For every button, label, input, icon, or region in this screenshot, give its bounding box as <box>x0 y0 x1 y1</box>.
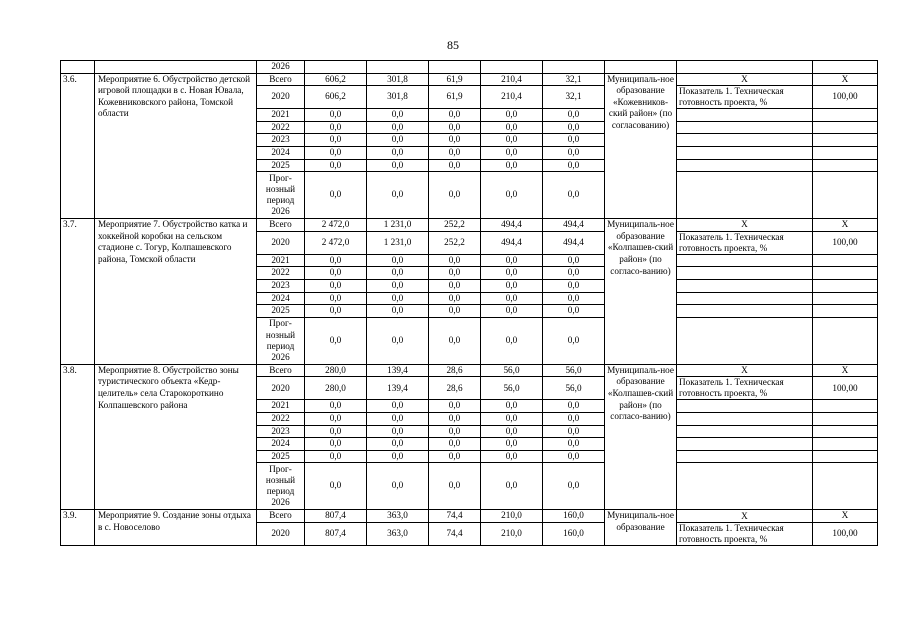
amount-cell: 0,0 <box>367 121 429 134</box>
page-number: 85 <box>447 38 459 52</box>
amount-cell: 0,0 <box>481 450 543 463</box>
amount-cell: 0,0 <box>543 450 605 463</box>
amount-cell: 0,0 <box>429 279 481 292</box>
amount-cell: 61,9 <box>429 86 481 109</box>
amount-cell: 0,0 <box>305 279 367 292</box>
cell-empty <box>367 61 429 74</box>
amount-cell: 0,0 <box>481 121 543 134</box>
year-cell: 2025 <box>257 450 305 463</box>
year-cell: 2023 <box>257 134 305 147</box>
indicator-value-cell: Х <box>813 73 878 86</box>
indicator-value-cell <box>813 172 878 219</box>
year-cell: 2022 <box>257 121 305 134</box>
amount-cell: 0,0 <box>481 317 543 364</box>
indicator-value-cell <box>813 146 878 159</box>
indicator-value-cell: 100,00 <box>813 522 878 545</box>
indicator-value-cell <box>813 267 878 280</box>
amount-cell: 0,0 <box>481 463 543 510</box>
indicator-value-cell: Х <box>813 364 878 377</box>
amount-cell: 0,0 <box>305 463 367 510</box>
amount-cell: 0,0 <box>429 305 481 318</box>
year-cell: 2021 <box>257 109 305 122</box>
amount-cell: 0,0 <box>543 254 605 267</box>
indicator-value-cell <box>813 412 878 425</box>
activity-name: Мероприятие 9. Создание зоны отдыха в с. Новоселово <box>95 510 257 546</box>
year-cell: Всего <box>257 364 305 377</box>
amount-cell: 0,0 <box>367 267 429 280</box>
amount-cell: 0,0 <box>481 438 543 451</box>
amount-cell: 1 231,0 <box>367 231 429 254</box>
cell-empty <box>677 61 813 74</box>
year-cell: Прог-нозный период 2026 <box>257 317 305 364</box>
amount-cell: 0,0 <box>429 172 481 219</box>
amount-cell: 0,0 <box>481 109 543 122</box>
amount-cell: 0,0 <box>543 134 605 147</box>
activity-number: 3.6. <box>61 73 95 219</box>
amount-cell: 0,0 <box>305 172 367 219</box>
year-cell: 2025 <box>257 159 305 172</box>
amount-cell: 0,0 <box>481 279 543 292</box>
cell-empty <box>61 61 95 74</box>
indicator-cell <box>677 267 813 280</box>
amount-cell: 0,0 <box>367 134 429 147</box>
amount-cell: 0,0 <box>367 400 429 413</box>
amount-cell: 0,0 <box>543 159 605 172</box>
amount-cell: 0,0 <box>429 146 481 159</box>
amount-cell: 0,0 <box>367 109 429 122</box>
amount-cell: 160,0 <box>543 510 605 523</box>
executor-cell: Муниципаль-ное образование <box>605 510 677 546</box>
indicator-cell <box>677 121 813 134</box>
year-cell: 2026 <box>257 61 305 74</box>
amount-cell: 494,4 <box>543 231 605 254</box>
amount-cell: 252,2 <box>429 231 481 254</box>
amount-cell: 1 231,0 <box>367 219 429 232</box>
amount-cell: 301,8 <box>367 73 429 86</box>
amount-cell: 280,0 <box>305 377 367 400</box>
indicator-value-cell: 100,00 <box>813 86 878 109</box>
year-cell: 2024 <box>257 292 305 305</box>
year-cell: 2020 <box>257 522 305 545</box>
amount-cell: 363,0 <box>367 510 429 523</box>
amount-cell: 61,9 <box>429 73 481 86</box>
amount-cell: 0,0 <box>429 267 481 280</box>
amount-cell: 32,1 <box>543 86 605 109</box>
year-cell: 2022 <box>257 267 305 280</box>
amount-cell: 0,0 <box>367 305 429 318</box>
year-cell: 2025 <box>257 305 305 318</box>
amount-cell: 210,0 <box>481 522 543 545</box>
amount-cell: 0,0 <box>305 159 367 172</box>
table-body <box>61 61 878 546</box>
indicator-cell <box>677 317 813 364</box>
amount-cell: 0,0 <box>367 159 429 172</box>
amount-cell: 0,0 <box>305 254 367 267</box>
amount-cell: 0,0 <box>481 134 543 147</box>
activity-number: 3.8. <box>61 364 95 510</box>
indicator-cell: Х <box>677 219 813 232</box>
amount-cell: 0,0 <box>305 305 367 318</box>
indicator-cell <box>677 438 813 451</box>
indicator-cell: Х <box>677 510 813 523</box>
indicator-cell: Показатель 1. Техническая готовность проекта, % <box>677 231 813 254</box>
amount-cell: 0,0 <box>543 425 605 438</box>
amount-cell: 0,0 <box>367 463 429 510</box>
year-cell: 2023 <box>257 425 305 438</box>
amount-cell: 0,0 <box>305 317 367 364</box>
indicator-value-cell: Х <box>813 510 878 523</box>
amount-cell: 807,4 <box>305 510 367 523</box>
amount-cell: 0,0 <box>481 305 543 318</box>
amount-cell: 0,0 <box>429 317 481 364</box>
indicator-value-cell <box>813 400 878 413</box>
indicator-cell <box>677 134 813 147</box>
indicator-cell: Показатель 1. Техническая готовность проекта, % <box>677 377 813 400</box>
year-cell: 2023 <box>257 279 305 292</box>
amount-cell: 28,6 <box>429 364 481 377</box>
indicator-value-cell <box>813 292 878 305</box>
amount-cell: 0,0 <box>481 412 543 425</box>
activity-name: Мероприятие 6. Обустройство детской игровой площадки в с. Новая Ювала, Кожевниковского района, Томской области <box>95 73 257 219</box>
year-cell: 2024 <box>257 438 305 451</box>
table-row <box>61 510 878 523</box>
amount-cell: 0,0 <box>543 292 605 305</box>
amount-cell: 0,0 <box>305 109 367 122</box>
amount-cell: 0,0 <box>305 267 367 280</box>
indicator-cell: Х <box>677 364 813 377</box>
year-cell: Всего <box>257 73 305 86</box>
amount-cell: 0,0 <box>305 412 367 425</box>
amount-cell: 0,0 <box>543 172 605 219</box>
amount-cell: 0,0 <box>481 172 543 219</box>
indicator-cell <box>677 159 813 172</box>
amount-cell: 210,4 <box>481 86 543 109</box>
amount-cell: 0,0 <box>367 254 429 267</box>
amount-cell: 0,0 <box>429 400 481 413</box>
cell-empty <box>305 61 367 74</box>
indicator-value-cell <box>813 438 878 451</box>
cell-empty <box>543 61 605 74</box>
amount-cell: 0,0 <box>367 425 429 438</box>
indicator-cell <box>677 172 813 219</box>
indicator-value-cell <box>813 463 878 510</box>
executor-cell: Муниципаль-ное образование «Колпашев-ский район» (по согласо-ванию) <box>605 219 677 365</box>
table-row <box>61 73 878 86</box>
amount-cell: 0,0 <box>429 438 481 451</box>
indicator-cell <box>677 279 813 292</box>
amount-cell: 56,0 <box>543 377 605 400</box>
year-cell: 2021 <box>257 400 305 413</box>
amount-cell: 0,0 <box>543 279 605 292</box>
amount-cell: 301,8 <box>367 86 429 109</box>
executor-cell: Муниципаль-ное образование «Колпашев-ский район» (по согласо-ванию) <box>605 364 677 510</box>
table-row <box>61 219 878 232</box>
program-table <box>60 60 878 546</box>
amount-cell: 280,0 <box>305 364 367 377</box>
cell-empty <box>481 61 543 74</box>
amount-cell: 0,0 <box>367 450 429 463</box>
amount-cell: 0,0 <box>305 400 367 413</box>
cell-empty <box>605 61 677 74</box>
amount-cell: 0,0 <box>543 317 605 364</box>
amount-cell: 0,0 <box>481 159 543 172</box>
amount-cell: 0,0 <box>481 254 543 267</box>
indicator-cell <box>677 305 813 318</box>
amount-cell: 0,0 <box>429 121 481 134</box>
amount-cell: 494,4 <box>481 219 543 232</box>
amount-cell: 252,2 <box>429 219 481 232</box>
amount-cell: 0,0 <box>305 121 367 134</box>
indicator-cell <box>677 109 813 122</box>
year-cell: 2021 <box>257 254 305 267</box>
amount-cell: 0,0 <box>543 412 605 425</box>
amount-cell: 160,0 <box>543 522 605 545</box>
amount-cell: 0,0 <box>543 267 605 280</box>
year-cell: Прог-нозный период 2026 <box>257 172 305 219</box>
amount-cell: 0,0 <box>543 305 605 318</box>
year-cell: 2020 <box>257 86 305 109</box>
amount-cell: 0,0 <box>429 450 481 463</box>
activity-name: Мероприятие 7. Обустройство катка и хоккейной коробки на сельском стадионе с. Тогур, Колпашевского района, Томской области <box>95 219 257 365</box>
indicator-value-cell <box>813 134 878 147</box>
amount-cell: 494,4 <box>543 219 605 232</box>
indicator-value-cell: Х <box>813 219 878 232</box>
amount-cell: 0,0 <box>367 146 429 159</box>
year-cell: 2022 <box>257 412 305 425</box>
amount-cell: 0,0 <box>367 292 429 305</box>
amount-cell: 0,0 <box>543 463 605 510</box>
amount-cell: 0,0 <box>429 254 481 267</box>
amount-cell: 0,0 <box>543 109 605 122</box>
indicator-cell <box>677 146 813 159</box>
cell-empty <box>95 61 257 74</box>
amount-cell: 56,0 <box>481 377 543 400</box>
indicator-value-cell <box>813 450 878 463</box>
amount-cell: 0,0 <box>481 267 543 280</box>
year-cell: 2020 <box>257 231 305 254</box>
amount-cell: 0,0 <box>429 292 481 305</box>
indicator-value-cell <box>813 279 878 292</box>
amount-cell: 0,0 <box>481 292 543 305</box>
amount-cell: 0,0 <box>429 134 481 147</box>
amount-cell: 210,4 <box>481 73 543 86</box>
amount-cell: 32,1 <box>543 73 605 86</box>
year-cell: Прог-нозный период 2026 <box>257 463 305 510</box>
year-cell: Всего <box>257 510 305 523</box>
indicator-cell <box>677 450 813 463</box>
amount-cell: 139,4 <box>367 377 429 400</box>
amount-cell: 494,4 <box>481 231 543 254</box>
indicator-value-cell <box>813 109 878 122</box>
year-cell: 2020 <box>257 377 305 400</box>
indicator-cell: Показатель 1. Техническая готовность проекта, % <box>677 86 813 109</box>
amount-cell: 0,0 <box>481 146 543 159</box>
amount-cell: 56,0 <box>481 364 543 377</box>
year-cell: Всего <box>257 219 305 232</box>
indicator-value-cell: 100,00 <box>813 231 878 254</box>
amount-cell: 0,0 <box>543 146 605 159</box>
amount-cell: 0,0 <box>367 438 429 451</box>
activity-name: Мероприятие 8. Обустройство зоны туристического объекта «Кедр-целитель» села Старокороткино Колпашевского района <box>95 364 257 510</box>
amount-cell: 210,0 <box>481 510 543 523</box>
amount-cell: 0,0 <box>305 146 367 159</box>
amount-cell: 74,4 <box>429 522 481 545</box>
year-cell: 2024 <box>257 146 305 159</box>
activity-number: 3.7. <box>61 219 95 365</box>
amount-cell: 56,0 <box>543 364 605 377</box>
table-row <box>61 61 878 74</box>
indicator-cell: Показатель 1. Техническая готовность проекта, % <box>677 522 813 545</box>
indicator-cell <box>677 412 813 425</box>
amount-cell: 363,0 <box>367 522 429 545</box>
amount-cell: 0,0 <box>367 317 429 364</box>
amount-cell: 0,0 <box>429 463 481 510</box>
executor-cell: Муниципаль-ное образование «Кожевников-ский район» (по согласованию) <box>605 73 677 219</box>
cell-empty <box>429 61 481 74</box>
amount-cell: 606,2 <box>305 73 367 86</box>
amount-cell: 0,0 <box>543 438 605 451</box>
indicator-cell: Х <box>677 73 813 86</box>
amount-cell: 139,4 <box>367 364 429 377</box>
amount-cell: 74,4 <box>429 510 481 523</box>
table-row <box>61 364 878 377</box>
indicator-value-cell <box>813 317 878 364</box>
amount-cell: 0,0 <box>481 425 543 438</box>
indicator-cell <box>677 292 813 305</box>
amount-cell: 0,0 <box>429 159 481 172</box>
amount-cell: 0,0 <box>305 450 367 463</box>
indicator-value-cell <box>813 425 878 438</box>
amount-cell: 0,0 <box>429 425 481 438</box>
indicator-value-cell <box>813 254 878 267</box>
amount-cell: 0,0 <box>305 134 367 147</box>
activity-number: 3.9. <box>61 510 95 546</box>
amount-cell: 0,0 <box>305 292 367 305</box>
cell-empty <box>813 61 878 74</box>
indicator-value-cell <box>813 305 878 318</box>
amount-cell: 0,0 <box>543 121 605 134</box>
amount-cell: 807,4 <box>305 522 367 545</box>
amount-cell: 606,2 <box>305 86 367 109</box>
amount-cell: 28,6 <box>429 377 481 400</box>
amount-cell: 0,0 <box>367 279 429 292</box>
amount-cell: 0,0 <box>367 412 429 425</box>
amount-cell: 0,0 <box>429 109 481 122</box>
indicator-cell <box>677 400 813 413</box>
amount-cell: 0,0 <box>367 172 429 219</box>
amount-cell: 0,0 <box>305 425 367 438</box>
indicator-cell <box>677 254 813 267</box>
amount-cell: 2 472,0 <box>305 231 367 254</box>
indicator-cell <box>677 425 813 438</box>
amount-cell: 0,0 <box>429 412 481 425</box>
amount-cell: 0,0 <box>305 438 367 451</box>
amount-cell: 0,0 <box>481 400 543 413</box>
indicator-value-cell <box>813 121 878 134</box>
amount-cell: 0,0 <box>543 400 605 413</box>
indicator-value-cell <box>813 159 878 172</box>
amount-cell: 2 472,0 <box>305 219 367 232</box>
indicator-cell <box>677 463 813 510</box>
indicator-value-cell: 100,00 <box>813 377 878 400</box>
